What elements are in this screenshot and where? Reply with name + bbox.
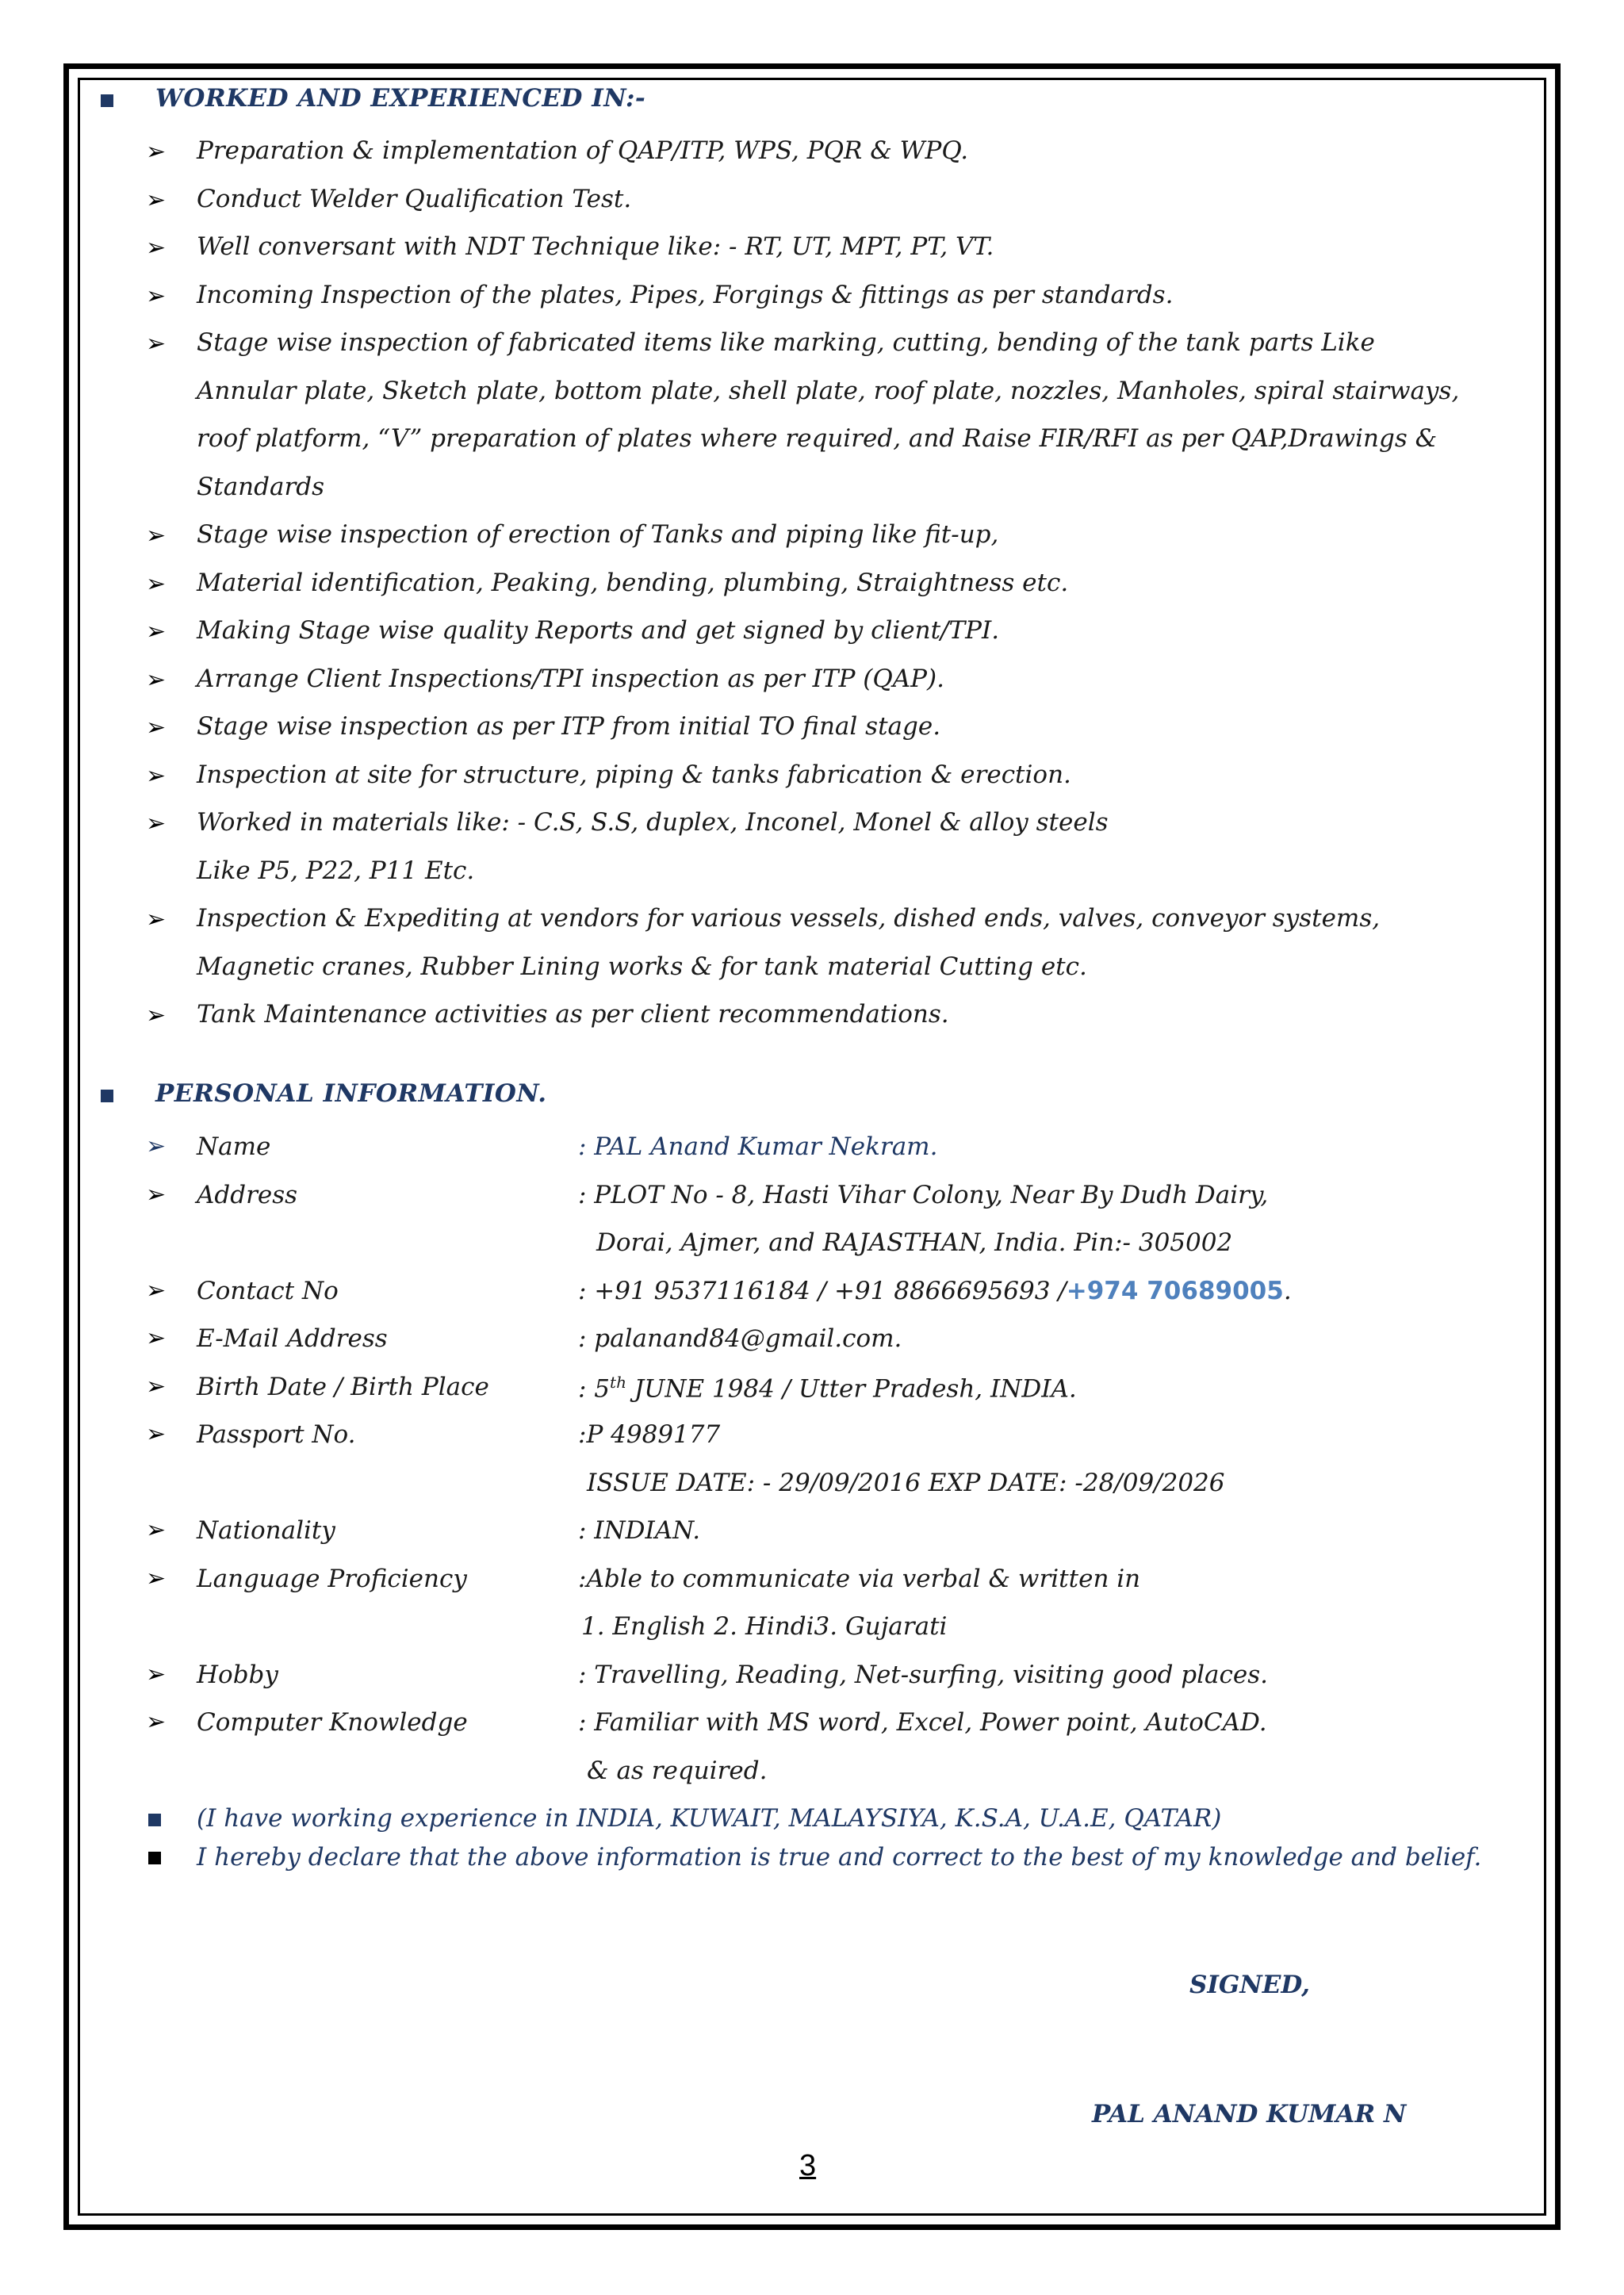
experience-item-line: Inspection at site for structure, piping & tanks fabrication & erection. [197,760,1071,789]
arrow-bullet-icon: ➢ [146,1181,167,1209]
birth-day: : 5 [578,1374,611,1404]
signed-label: SIGNED, [1189,1971,1310,1999]
nationality-value: : INDIAN. [578,1516,701,1545]
arrow-bullet-icon: ➢ [146,1132,167,1160]
experience-item-line: Incoming Inspection of the plates, Pipes, Forgings & fittings as per standards. [197,280,1174,309]
email-label: E-Mail Address [197,1324,388,1353]
experience-item-line: roof platform, “V” preparation of plates where required, and Raise FIR/RFI as per QAP,Drawings & [197,424,1438,453]
experience-item-line: Material identification, Peaking, bending, plumbing, Straightness etc. [197,568,1069,597]
experience-item-line: Conduct Welder Qualification Test. [197,184,632,213]
declaration-text: I hereby declare that the above information is true and correct to the best of my knowledge and belief. [197,1843,1482,1872]
name-value: : PAL Anand Kumar Nekram. [578,1132,938,1161]
experience-item-line: Stage wise inspection of erection of Tanks and piping like fit-up, [197,520,999,549]
personal-heading: PERSONAL INFORMATION. [155,1079,547,1108]
contact-end: . [1283,1277,1292,1305]
experience-item-line: Annular plate, Sketch plate, bottom plate, shell plate, roof plate, nozzles, Manholes, spiral stairways, [197,376,1460,405]
birth-rest: JUNE 1984 / Utter Pradesh, INDIA. [626,1374,1077,1404]
experience-item-line: Stage wise inspection as per ITP from initial TO final stage. [197,712,941,741]
experience-item-line: Tank Maintenance activities as per client recommendations. [197,1000,949,1029]
section-square-bullet-icon [101,1090,113,1102]
arrow-bullet-icon: ➢ [146,1516,167,1544]
address-label: Address [197,1181,298,1209]
birth-value [578,1373,1077,1403]
arrow-bullet-icon: ➢ [146,1708,167,1736]
experience-item-line: Well conversant with NDT Technique like: - RT, UT, MPT, PT, VT. [197,232,994,261]
contact-label: Contact No [197,1277,339,1305]
address-line2: Dorai, Ajmer, and RAJASTHAN, India. Pin:- 305002 [596,1228,1233,1257]
computer-label: Computer Knowledge [197,1708,468,1737]
arrow-bullet-icon: ➢ [146,522,167,550]
contact-value [578,1277,1292,1305]
page-number: 3 [799,2149,817,2182]
arrow-bullet-icon: ➢ [146,1324,167,1352]
arrow-bullet-icon: ➢ [146,186,167,214]
passport-value: :P 4989177 [578,1420,721,1449]
experience-heading: WORKED AND EXPERIENCED IN:- [155,84,646,113]
hobby-value: : Travelling, Reading, Net-surfing, visiting good places. [578,1661,1268,1689]
language-value1: :Able to communicate via verbal & written in [578,1565,1141,1593]
email-value[interactable]: : palanand84@gmail.com. [578,1324,902,1353]
arrow-bullet-icon: ➢ [146,1661,167,1688]
experience-item-line: Standards [197,472,325,501]
contact-qatar-phone[interactable]: +974 70689005 [1066,1277,1284,1305]
experience-item-line: Preparation & implementation of QAP/ITP, WPS, PQR & WPQ. [197,136,969,165]
arrow-bullet-icon: ➢ [146,138,167,166]
arrow-bullet-icon: ➢ [146,1277,167,1305]
experience-countries-note: (I have working experience in INDIA, KUWAIT, MALAYSIYA, K.S.A, U.A.E, QATAR) [197,1804,1222,1833]
hobby-label: Hobby [197,1661,278,1689]
note-square-bullet-icon [148,1814,161,1826]
birth-label: Birth Date / Birth Place [197,1373,489,1401]
arrow-bullet-icon: ➢ [146,761,167,790]
language-label: Language Proficiency [197,1565,467,1593]
name-label: Name [197,1132,271,1161]
arrow-bullet-icon: ➢ [146,330,167,358]
arrow-bullet-icon: ➢ [146,714,167,741]
experience-item-line: Arrange Client Inspections/TPI inspection as per ITP (QAP). [197,664,944,693]
computer-value1: : Familiar with MS word, Excel, Power point, AutoCAD. [578,1708,1267,1737]
arrow-bullet-icon: ➢ [146,810,167,837]
passport-dates: ISSUE DATE: - 29/09/2016 EXP DATE: -28/09/2026 [587,1469,1225,1497]
arrow-bullet-icon: ➢ [146,282,167,310]
language-value2: 1. English 2. Hindi3. Gujarati [581,1612,948,1641]
birth-day-suffix: th [610,1373,626,1392]
arrow-bullet-icon: ➢ [146,569,167,598]
nationality-label: Nationality [197,1516,335,1545]
arrow-bullet-icon: ➢ [146,906,167,933]
arrow-bullet-icon: ➢ [146,1373,167,1400]
section-square-bullet-icon [101,94,113,107]
experience-item-line: Magnetic cranes, Rubber Lining works & for tank material Cutting etc. [197,952,1087,981]
experience-item-line: Making Stage wise quality Reports and get signed by client/TPI. [197,616,1000,645]
arrow-bullet-icon: ➢ [146,1002,167,1029]
contact-phones: : +91 9537116184 / +91 8866695693 / [578,1277,1067,1305]
experience-item-line: Worked in materials like: - C.S, S.S, duplex, Inconel, Monel & alloy steels [197,808,1109,837]
computer-value2: & as required. [587,1757,768,1785]
arrow-bullet-icon: ➢ [146,618,167,646]
address-line1: : PLOT No - 8, Hasti Vihar Colony, Near By Dudh Dairy, [578,1181,1269,1209]
signature-name: PAL ANAND KUMAR N [1092,2100,1407,2128]
arrow-bullet-icon: ➢ [146,234,167,262]
experience-item-line: Stage wise inspection of fabricated items like marking, cutting, bending of the tank parts Like [197,328,1375,357]
experience-item-line: Inspection & Expediting at vendors for various vessels, dished ends, valves, conveyor systems, [197,904,1381,933]
arrow-bullet-icon: ➢ [146,665,167,694]
declaration-square-bullet-icon [148,1852,161,1864]
arrow-bullet-icon: ➢ [146,1420,167,1448]
arrow-bullet-icon: ➢ [146,1565,167,1592]
passport-label: Passport No. [197,1420,356,1449]
experience-item-line: Like P5, P22, P11 Etc. [197,856,475,885]
